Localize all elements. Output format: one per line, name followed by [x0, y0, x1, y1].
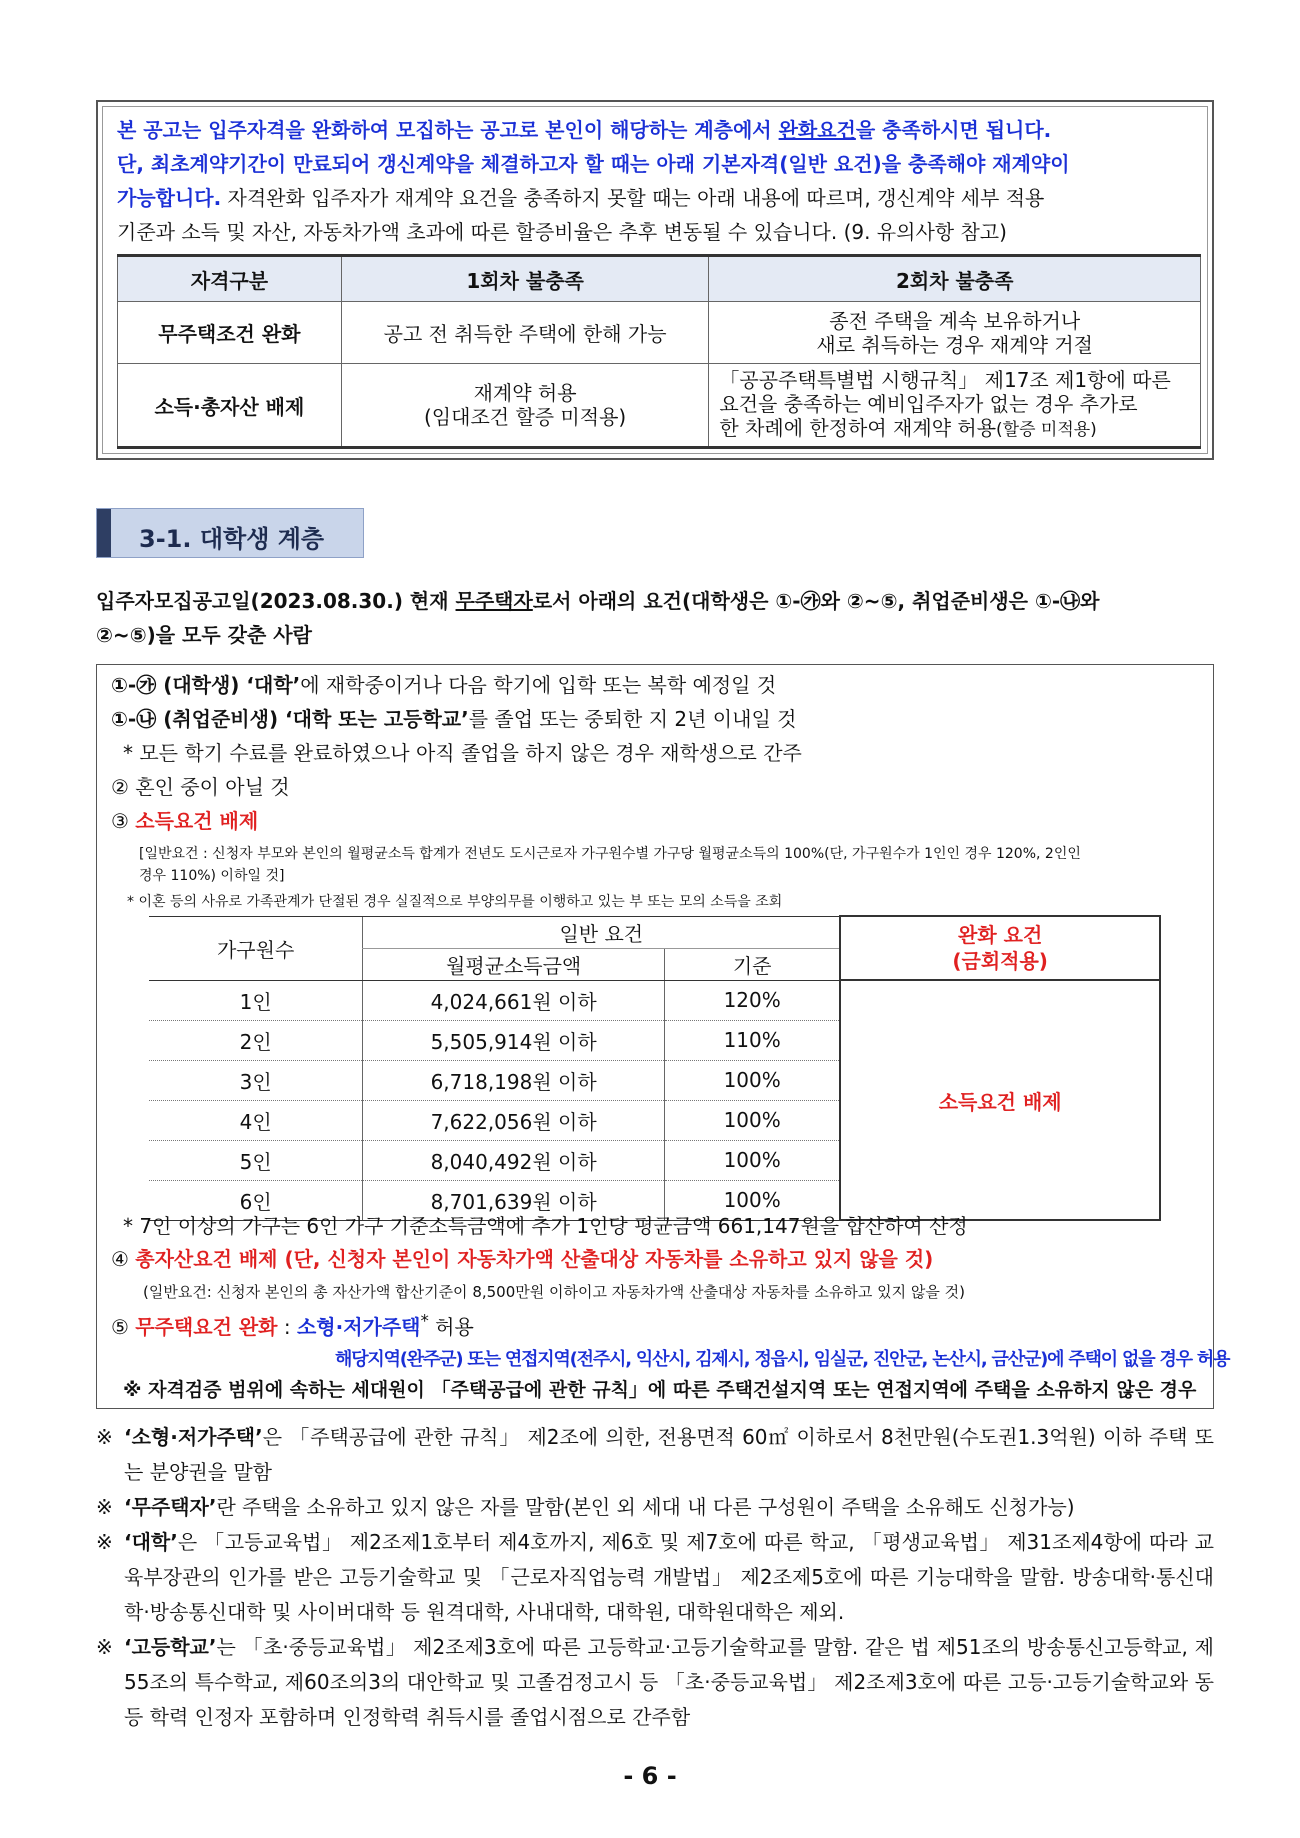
notice-box — [96, 100, 1214, 460]
renewal-row-second-l3-small: (할증 미적용) — [996, 420, 1097, 440]
criterion-3-general-2: 경우 110%) 이하일 것] — [139, 868, 285, 884]
criterion-1b-prefix: ①-㉯ (취업준비생) ‘대학 또는 고등학교’ — [111, 707, 469, 731]
criterion-3 — [111, 805, 258, 834]
income-amount: 6,718,198원 이하 — [363, 1060, 665, 1100]
reference-mark: ※ — [96, 1635, 113, 1659]
intro-part-c: 로서 아래의 요건(대학생은 ①-㉮와 ②~⑤, 취업준비생은 ①-㉯와 — [532, 589, 1100, 613]
notice-text — [117, 113, 1197, 249]
income-header-relax-l2: (금회적용) — [952, 949, 1048, 973]
renewal-header-category: 자격구분 — [118, 256, 342, 302]
renewal-row-first — [341, 364, 709, 448]
renewal-table — [117, 254, 1201, 449]
notice-line1a: 본 공고는 입주자격을 완화하여 모집하는 공고로 본인이 해당하는 계층에서 — [117, 118, 779, 142]
notice-line4: 기준과 소득 및 자산, 자동차가액 초과에 따른 할증비율은 추후 변동될 수 있습니다. (9. 유의사항 참고) — [117, 220, 1007, 244]
footnote-text: 은 「고등교육법」 제2조제1호부터 제4호까지, 제6호 및 제7호에 따른 학교, 「평생교육법」 제31조제4항에 따라 교육부장관의 인가를 받은 고등기술학교 및 「근로자직업능력 개발법」 제2조제5호에 따른 기능대학을 말함. 방송대학·통신대학·방송통신대학 및 사이버대학 등 원격대학, 사내대학, 대학원, 대학원대학은 제외. — [124, 1530, 1214, 1624]
income-basis: 100% — [665, 1100, 841, 1140]
section-heading-bar — [97, 509, 111, 557]
criterion-1a-text: 에 재학중이거나 다음 학기에 입학 또는 복학 예정일 것 — [300, 673, 777, 697]
income-amount: 8,040,492원 이하 — [363, 1140, 665, 1180]
income-basis: 100% — [665, 1180, 841, 1220]
income-household: 2인 — [149, 1020, 363, 1060]
renewal-row-first: 공고 전 취득한 주택에 한해 가능 — [341, 302, 709, 364]
criterion-5-small-house: 소형·저가주택 — [296, 1315, 421, 1339]
income-basis: 100% — [665, 1060, 841, 1100]
criterion-4-general: (일반요건: 신청자 본인의 총 자산가액 합산기준이 8,500만원 이하이고 자동차가액 산출대상 자동차를 소유하고 있지 않을 것) — [143, 1283, 965, 1301]
income-header-basis: 기준 — [665, 948, 841, 980]
footnote-no-house — [96, 1490, 1214, 1525]
footnote-term: ‘소형·저가주택’ — [124, 1425, 263, 1449]
criterion-3-num: ③ — [111, 809, 136, 833]
renewal-row-label: 소득·총자산 배제 — [118, 364, 342, 448]
renewal-row-second-l3: 한 차례에 한정하여 재계약 허용 — [719, 416, 997, 440]
income-amount: 4,024,661원 이하 — [363, 980, 665, 1020]
criterion-3-footnote: * 7인 이상의 가구는 6인 가구 기준소득금액에 추가 1인당 평균금액 661,147원을 합산하여 산정 — [123, 1214, 968, 1238]
renewal-row-second-l1: 종전 주택을 계속 보유하거나 — [829, 308, 1081, 333]
reference-mark: ※ — [96, 1495, 113, 1519]
footnote-text: 은 「주택공급에 관한 규칙」 제2조에 의한, 전용면적 60㎡ 이하로서 8천만원(수도권1.3억원) 이하 주택 또는 분양권을 말함 — [124, 1425, 1214, 1484]
income-amount: 5,505,914원 이하 — [363, 1020, 665, 1060]
intro-paragraph — [96, 584, 1214, 652]
notice-line3b: 자격완화 입주자가 재계약 요건을 충족하지 못할 때는 아래 내용에 따르며, 갱신계약 세부 적용 — [221, 186, 1045, 210]
intro-part-a: 입주자모집공고일(2023.08.30.) 현재 — [96, 589, 456, 613]
criterion-3-note: * 이혼 등의 사유로 가족관계가 단절된 경우 실질적으로 부양의무를 이행하고 있는 부 또는 모의 소득을 조회 — [127, 894, 783, 910]
renewal-header-second: 2회차 불충족 — [709, 256, 1201, 302]
footnote-text: 는 「초·중등교육법」 제2조제3호에 따른 고등학교·고등기술학교를 말함. 같은 법 제51조의 방송통신고등학교, 제55조의 특수학교, 제60조의3의 대안학교 및 고졸검정고시 등 「초·중등교육법」 제2조제3호에 따른 고등·고등기술학교와 동등 학력 인정자 포함하며 인정학력 취득시를 졸업시점으로 간주함 — [124, 1635, 1214, 1729]
criterion-1a — [111, 669, 776, 698]
intro-no-house-term: 무주택자 — [455, 589, 533, 613]
renewal-row-second-l1: 「공공주택특별법 시행규칙」 제17조 제1항에 따른 — [719, 368, 1171, 392]
renewal-row-first-l1: 재계약 허용 — [473, 381, 577, 405]
renewal-row-second-l2: 요건을 충족하는 예비입주자가 없는 경우 추가로 — [719, 392, 1138, 416]
footnote-university — [96, 1525, 1214, 1630]
section-heading — [96, 508, 364, 558]
criterion-5-region — [335, 1345, 1229, 1371]
criterion-5-rest: 허용 — [428, 1315, 474, 1339]
income-basis: 120% — [665, 980, 841, 1020]
income-header-relax — [840, 916, 1160, 980]
income-header-income: 월평균소득금액 — [363, 948, 665, 980]
income-header-general: 일반 요건 — [363, 916, 841, 948]
criterion-4-num: ④ — [111, 1247, 136, 1271]
criterion-3-general-1: [일반요건 : 신청자 부모와 본인의 월평균소득 합계가 전년도 도시근로자 가구원수별 가구당 월평균소득의 100%(단, 가구원수가 1인인 경우 120%, 2인인 — [139, 846, 1081, 862]
income-household: 3인 — [149, 1060, 363, 1100]
criterion-5-region-text: 해당지역(완주군) 또는 연접지역(전주시, 익산시, 김제시, 정읍시, 임실군, 진안군, 논산시, 금산군)에 주택이 없을 경우 허용 — [335, 1349, 1230, 1370]
criterion-1a-prefix: ①-㉮ (대학생) ‘대학’ — [111, 673, 301, 697]
notice-line1c: 을 충족하시면 됩니다. — [855, 118, 1052, 142]
income-header-relax-l1: 완화 요건 — [958, 923, 1043, 947]
notice-inner-frame — [102, 106, 1208, 454]
income-amount: 7,622,056원 이하 — [363, 1100, 665, 1140]
income-household: 6인 — [149, 1180, 363, 1220]
footnote-small-house — [96, 1420, 1214, 1490]
table-row — [149, 980, 1160, 1020]
renewal-header-first: 1회차 불충족 — [341, 256, 709, 302]
intro-part-d: ②~⑤)을 모두 갖춘 사람 — [96, 623, 312, 647]
renewal-row-second — [709, 364, 1201, 448]
footnote-high-school — [96, 1630, 1214, 1735]
section-title: 3-1. 대학생 계층 — [139, 525, 325, 553]
criterion-1b-note: * 모든 학기 수료를 완료하였으나 아직 졸업을 하지 않은 경우 재학생으로 간주 — [123, 741, 802, 765]
income-basis: 100% — [665, 1140, 841, 1180]
criterion-5 — [111, 1311, 474, 1340]
page-number: - 6 - — [623, 1762, 677, 1790]
renewal-row-second — [709, 302, 1201, 364]
footnote-term: ‘무주택자’ — [124, 1495, 217, 1519]
income-relax-value: 소득요건 배제 — [840, 980, 1160, 1220]
criterion-4-title: 총자산요건 배제 (단, 신청자 본인이 자동차가액 산출대상 자동차를 소유하고 있지 않을 것) — [135, 1247, 934, 1271]
income-household: 4인 — [149, 1100, 363, 1140]
criterion-3-title: 소득요건 배제 — [135, 809, 259, 833]
notice-line3a: 가능합니다. — [117, 186, 222, 210]
renewal-row-second-l2: 새로 취득하는 경우 재계약 거절 — [816, 332, 1093, 357]
criterion-5-note: ※ 자격검증 범위에 속하는 세대원이 「주택공급에 관한 규칙」에 따른 주택건설지역 또는 연접지역에 주택을 소유하지 않은 경우 — [123, 1379, 1197, 1401]
income-table — [149, 915, 1161, 1221]
criterion-2: ② 혼인 중이 아닐 것 — [111, 775, 290, 799]
criterion-4 — [111, 1243, 933, 1272]
notice-line2: 단, 최초계약기간이 만료되어 갱신계약을 체결하고자 할 때는 아래 기본자격(일반 요건)을 충족해야 재계약이 — [117, 152, 1070, 176]
reference-mark: ※ — [96, 1425, 113, 1449]
criterion-5-colon: : — [277, 1315, 297, 1339]
footnotes — [96, 1420, 1214, 1735]
income-amount: 8,701,639원 이하 — [363, 1180, 665, 1220]
renewal-row-first-l2: (임대조건 할증 미적용) — [424, 405, 627, 429]
criterion-1b — [111, 703, 796, 732]
reference-mark: ※ — [96, 1530, 113, 1554]
criterion-5-num: ⑤ — [111, 1315, 136, 1339]
footnote-term: ‘고등학교’ — [124, 1635, 217, 1659]
footnote-term: ‘대학’ — [124, 1530, 178, 1554]
criterion-5-star: * — [420, 1311, 429, 1331]
criteria-box — [96, 664, 1230, 1409]
criterion-1b-text: 를 졸업 또는 중퇴한 지 2년 이내일 것 — [468, 707, 797, 731]
notice-relax-term: 완화요건 — [778, 118, 856, 142]
renewal-row-label: 무주택조건 완화 — [118, 302, 342, 364]
income-header-household: 가구원수 — [149, 916, 363, 980]
income-household: 5인 — [149, 1140, 363, 1180]
footnote-text: 란 주택을 소유하고 있지 않은 자를 말함(본인 외 세대 내 다른 구성원이 주택을 소유해도 신청가능) — [216, 1495, 1075, 1519]
income-household: 1인 — [149, 980, 363, 1020]
income-basis: 110% — [665, 1020, 841, 1060]
criterion-5-title: 무주택요건 완화 — [135, 1315, 278, 1339]
